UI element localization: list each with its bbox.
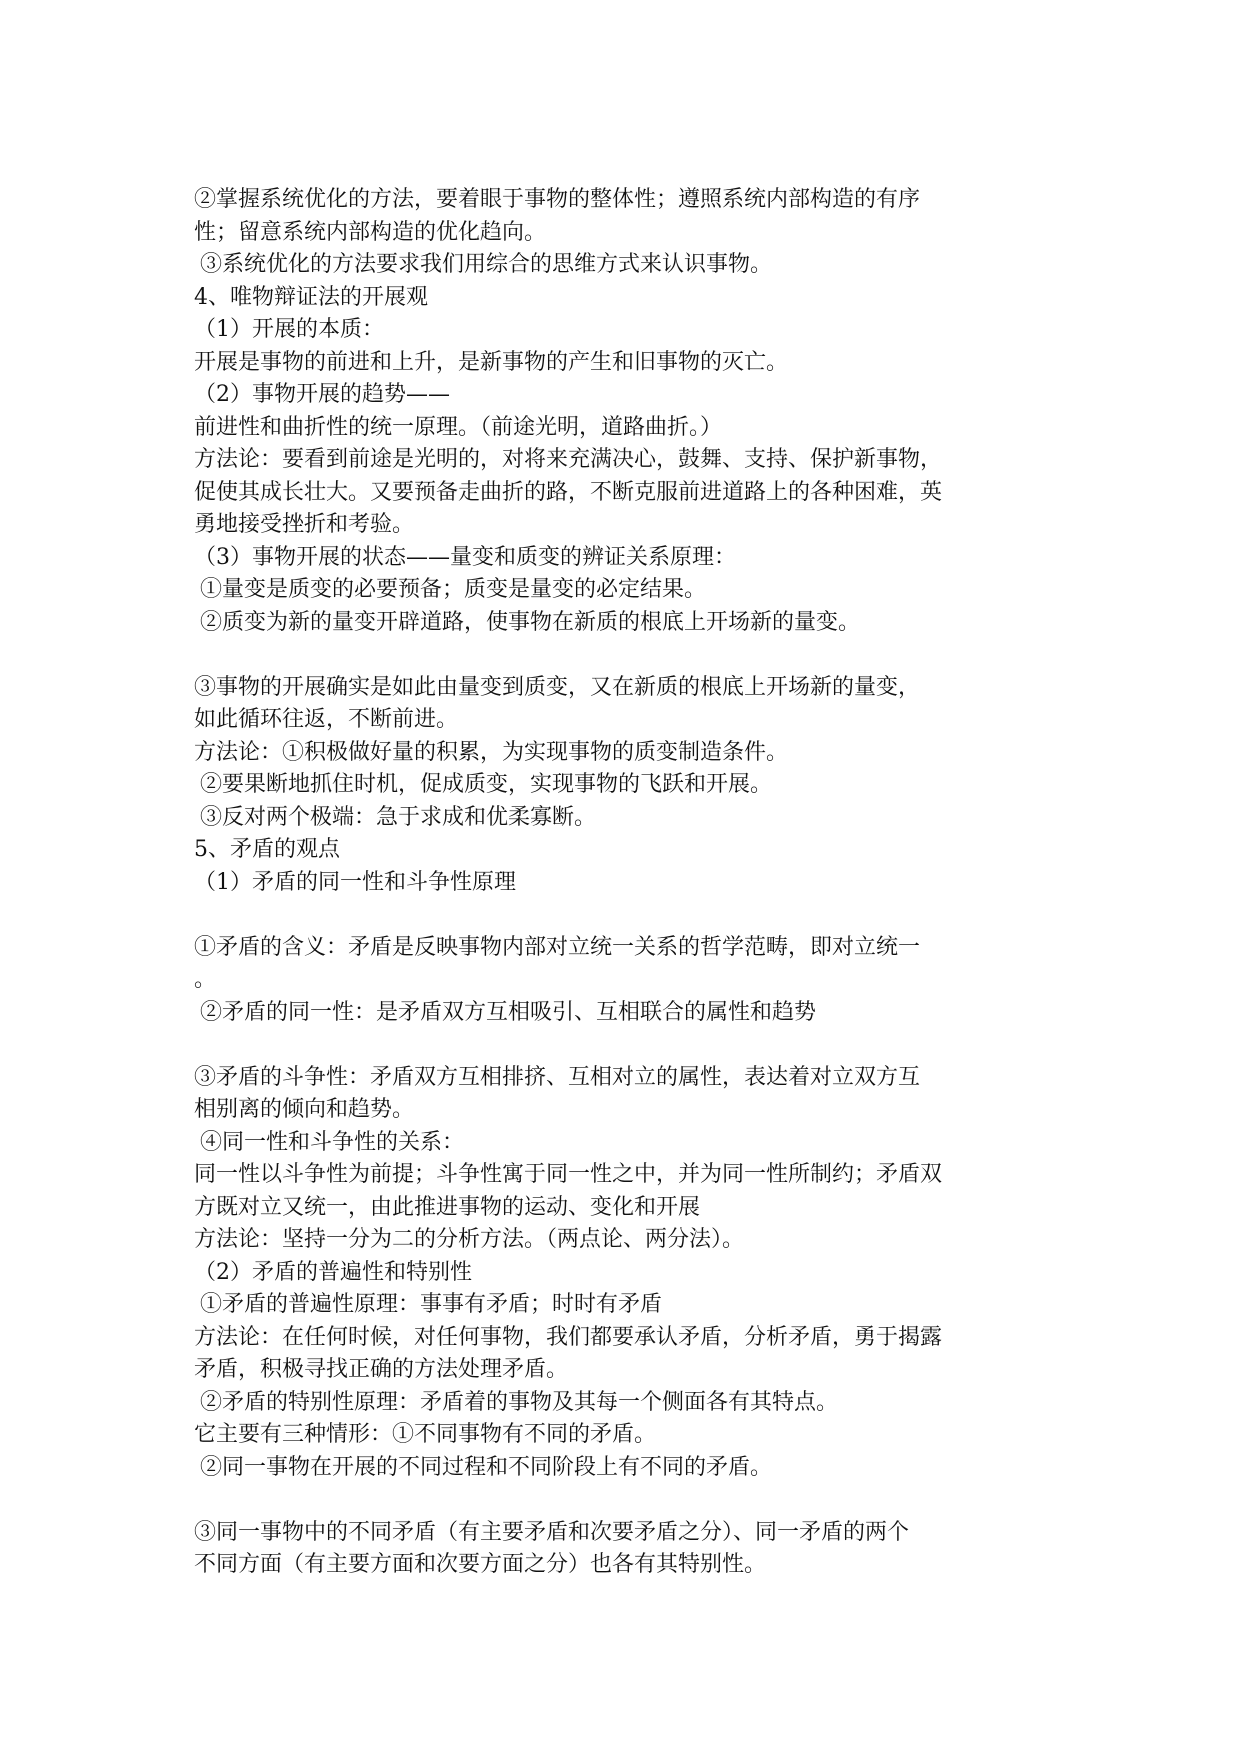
text-line: ②矛盾的同一性：是矛盾双方互相吸引、互相联合的属性和趋势 — [200, 999, 817, 1025]
text-line: ②同一事物在开展的不同过程和不同阶段上有不同的矛盾。 — [200, 1454, 773, 1480]
text-line: 开展是事物的前进和上升，是新事物的产生和旧事物的灭亡。 — [194, 349, 789, 375]
text-line: ③反对两个极端：急于求成和优柔寡断。 — [200, 804, 597, 830]
blank-line — [194, 639, 1054, 672]
text-line: ③矛盾的斗争性：矛盾双方互相排挤、互相对立的属性，表达着对立双方互 — [194, 1064, 921, 1090]
blank-line — [194, 899, 1054, 932]
text-line: 如此循环往返，不断前进。 — [194, 707, 459, 732]
text-line: 方法论：①积极做好量的积累，为实现事物的质变制造条件。 — [194, 739, 789, 765]
text-line: ②掌握系统优化的方法，要着眼于事物的整体性；遵照系统内部构造的有序 — [194, 187, 921, 212]
text-line: ③系统优化的方法要求我们用综合的思维方式来认识事物。 — [200, 252, 773, 277]
section-heading: 4、唯物辩证法的开展观 — [194, 284, 428, 310]
text-line: ①矛盾的普遍性原理：事事有矛盾；时时有矛盾 — [200, 1292, 663, 1317]
text-line: 促使其成长壮大。又要预备走曲折的路，不断克服前进道路上的各种困难，英 — [194, 479, 943, 505]
text-line: 矛盾，积极寻找正确的方法处理矛盾。 — [194, 1357, 569, 1382]
text-line: 方法论：要看到前途是光明的，对将来充满决心，鼓舞、支持、保护新事物， — [194, 447, 943, 472]
text-line: 前进性和曲折性的统一原理。（前途光明，道路曲折。） — [194, 414, 723, 440]
subsection-heading: （2）事物开展的趋势—— — [194, 382, 450, 407]
blank-line — [194, 1029, 1054, 1062]
text-line: 方既对立又统一，由此推进事物的运动、变化和开展 — [194, 1194, 701, 1220]
text-line: ②要果断地抓住时机，促成质变，实现事物的飞跃和开展。 — [200, 772, 773, 797]
text-line: ①矛盾的含义：矛盾是反映事物内部对立统一关系的哲学范畴，即对立统一 — [194, 934, 921, 960]
text-line: 相别离的倾向和趋势。 — [194, 1097, 415, 1122]
section-heading: 5、矛盾的观点 — [194, 837, 340, 862]
text-line: ③事物的开展确实是如此由量变到质变，又在新质的根底上开场新的量变， — [194, 674, 921, 700]
text-line: 性；留意系统内部构造的优化趋向。 — [194, 219, 547, 245]
text-line: ①量变是质变的必要预备；质变是量变的必定结果。 — [200, 577, 707, 602]
subsection-heading: （1）开展的本质： — [194, 317, 384, 342]
text-line: ④同一性和斗争性的关系： — [200, 1129, 465, 1155]
subsection-heading: （1）矛盾的同一性和斗争性原理 — [194, 869, 516, 895]
text-line: ③同一事物中的不同矛盾（有主要矛盾和次要矛盾之分）、同一矛盾的两个 — [194, 1519, 910, 1545]
text-line: 。 — [194, 967, 217, 992]
subsection-heading: （2）矛盾的普遍性和特别性 — [194, 1259, 472, 1285]
text-line: 勇地接受挫折和考验。 — [194, 512, 415, 537]
text-line: 同一性以斗争性为前提；斗争性寓于同一性之中，并为同一性所制约；矛盾双 — [194, 1162, 943, 1187]
text-line: 方法论：坚持一分为二的分析方法。（两点论、两分法）。 — [194, 1227, 745, 1252]
text-line: ②质变为新的量变开辟道路，使事物在新质的根底上开场新的量变。 — [200, 609, 861, 635]
text-line: 方法论：在任何时候，对任何事物，我们都要承认矛盾，分析矛盾，勇于揭露 — [194, 1324, 943, 1350]
document-body — [194, 184, 1054, 1582]
text-line: 不同方面（有主要方面和次要方面之分）也各有其特别性。 — [194, 1552, 767, 1577]
blank-line — [194, 1484, 1054, 1517]
text-line: ②矛盾的特别性原理：矛盾着的事物及其每一个侧面各有其特点。 — [200, 1389, 839, 1415]
subsection-heading: （3）事物开展的状态——量变和质变的辨证关系原理： — [194, 544, 736, 570]
text-line: 它主要有三种情形：①不同事物有不同的矛盾。 — [194, 1422, 657, 1447]
